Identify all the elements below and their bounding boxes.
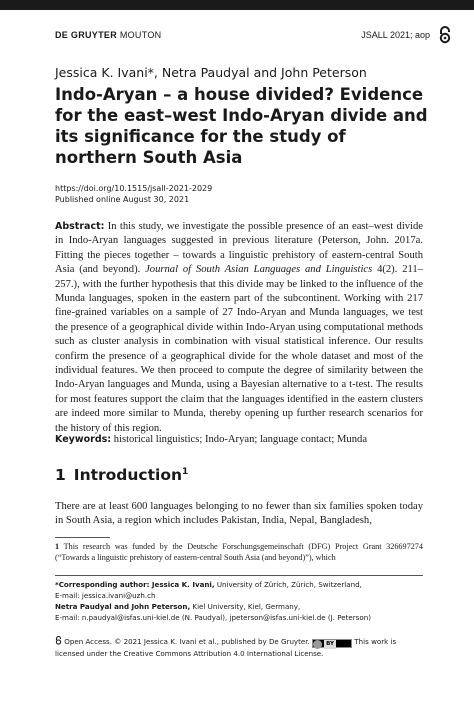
open-access-small-icon — [55, 636, 62, 645]
abstract-journal-title: Journal of South Asian Languages and Linguistics — [145, 264, 373, 276]
coauthors-affiliation: Kiel University, Kiel, Germany, — [190, 602, 301, 611]
license-text-1: Open Access. © 2021 Jessica K. Ivani et al., published by De Gruyter. — [62, 637, 310, 646]
abstract — [55, 220, 423, 436]
author-list: Jessica K. Ivani*, Netra Paudyal and John Peterson — [55, 65, 367, 80]
footnote-mark: 1 — [55, 542, 60, 551]
footnote — [55, 541, 423, 563]
corresponding-author-email[interactable]: E-mail: jessica.ivani@uzh.ch — [55, 591, 156, 600]
open-access-icon — [438, 26, 452, 44]
coauthors-label: Netra Paudyal and John Peterson, — [55, 602, 191, 611]
keywords-label: Keywords: — [55, 434, 112, 445]
footnote-text: This research was funded by the Deutsche Forschungsgemeinschaft (DFG) Project Grant 326697274 (“Towards a linguistic prehistory of eastern-central South Asia (and beyond)”), which — [55, 542, 423, 562]
cc-by-badge-icon[interactable] — [312, 639, 352, 648]
corresponding-author-label: *Corresponding author: Jessica K. Ivani, — [55, 580, 215, 589]
corresponding-author — [55, 579, 423, 590]
footnote-divider — [55, 537, 110, 538]
footnote-reference[interactable]: 1 — [182, 466, 189, 477]
section-title: Introduction — [73, 466, 183, 484]
affiliations — [55, 579, 423, 623]
journal-reference: JSALL 2021; aop — [361, 30, 430, 40]
cc-by-label: BY — [326, 641, 334, 647]
intro-paragraph: There are at least 600 languages belonging to no fewer than six families spoken today in South Asia, a region which includes Pakistan, India, Nepal, Bangladesh, — [55, 501, 423, 527]
brand-regular: MOUTON — [119, 30, 162, 40]
doi-link[interactable]: https://doi.org/10.1515/jsall-2021-2029 — [55, 184, 213, 193]
corresponding-author-affiliation: University of Zürich, Zürich, Switzerland, — [214, 580, 362, 589]
publisher-brand — [55, 30, 161, 40]
published-date: Published online August 30, 2021 — [55, 195, 190, 204]
license-text-2: This work is licensed under the Creative Commons Attribution 4.0 International License. — [55, 637, 397, 658]
section-heading — [55, 466, 188, 484]
coauthors-email[interactable]: E-mail: n.paudyal@isfas.uni-kiel.de (N. Paudyal), jpeterson@isfas.uni-kiel.de (J. Peterson) — [55, 613, 371, 622]
header-bar — [0, 0, 474, 10]
article-title: Indo-Aryan – a house divided? Evidence for the east–west Indo-Aryan divide and its significance for the study of northern South Asia — [55, 85, 428, 167]
abstract-text-1: In this study, we investigate the possible presence of an east–west divide in Indo-Aryan languages suggested in previous literature (Peterson, John. 2017a. Fitting the pieces together – towards a linguistic prehistory of eastern-central South Asia (and beyond). — [55, 221, 423, 276]
abstract-label: Abstract: — [55, 221, 105, 232]
coauthors — [55, 601, 423, 612]
keywords — [55, 434, 423, 445]
doi-block — [55, 183, 212, 205]
brand-bold: DE GRUYTER — [55, 30, 118, 40]
abstract-text-2: 4(2). 211–257.), with the further hypothesis that this divide may be linked to the influence of the Munda languages, spoken in the eastern part of the subcontinent. Working with 217 fine-grained variables on a sample of 27 Indo-Aryan and Munda languages, we test the presence of a geographical divide within Indo-Aryan using computational methods such as cluster analysis in combination with visual statistical inference. Our results confirm the presence of a geographical divide for the whole dataset and most of the individual features. We then proceed to compute the degree of similarity between the Indo-Aryan languages and Munda, using a Bayesian alternative to a t-test. The results for most features support the claim that the languages identified in the eastern clusters are indeed more similar to Munda, thereby opening up further research scenarios for the history of this region. — [55, 264, 423, 434]
cc-icon — [313, 640, 322, 649]
section-number: 1 — [55, 466, 66, 484]
affiliation-divider — [55, 575, 423, 576]
license-notice — [55, 636, 423, 659]
keywords-text: historical linguistics; Indo-Aryan; language contact; Munda — [111, 434, 368, 445]
